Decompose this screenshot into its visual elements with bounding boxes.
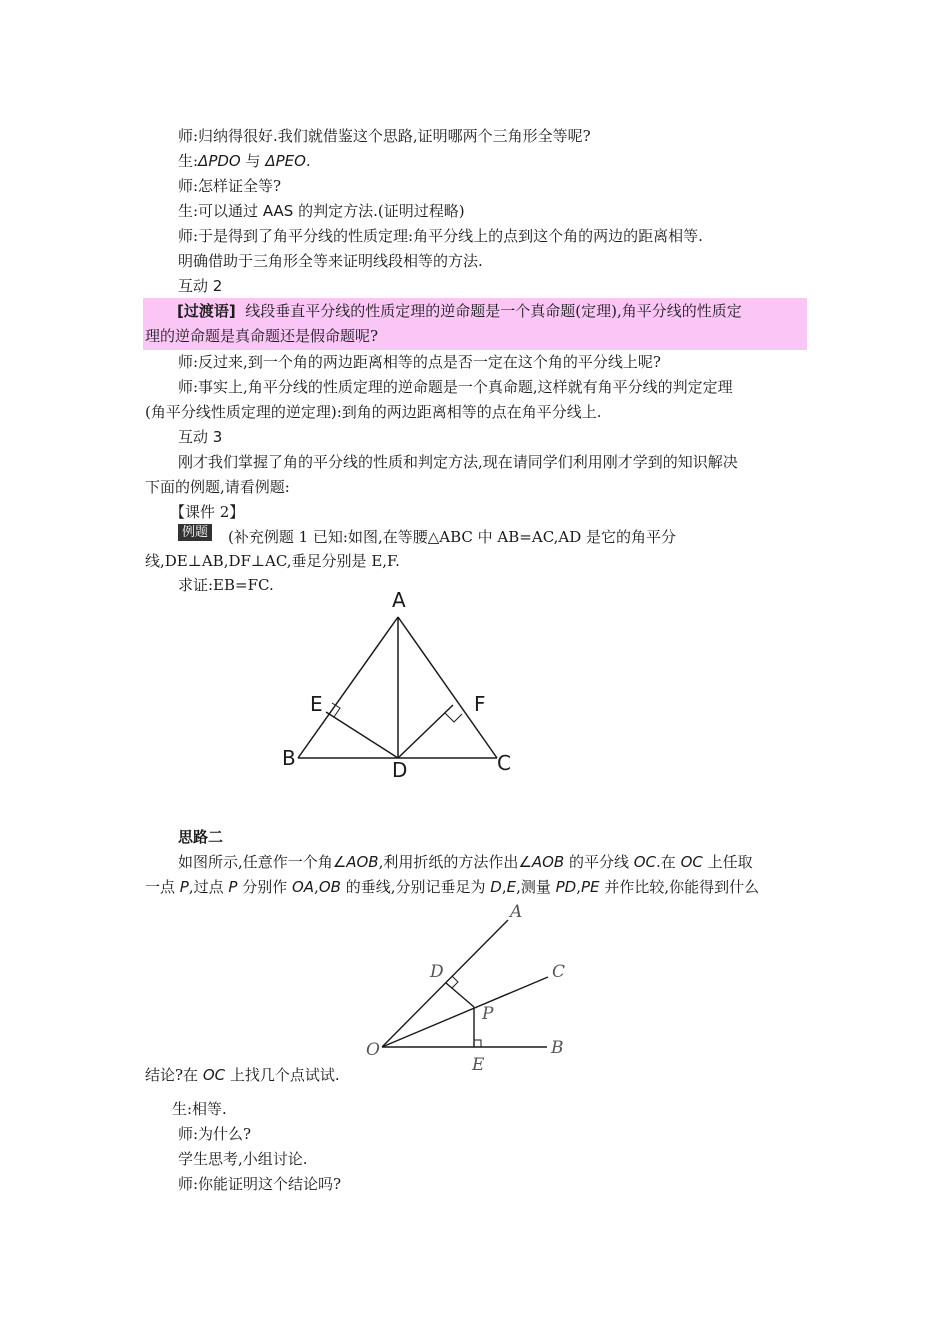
text-span: .在 <box>656 853 681 871</box>
text-span: 分别作 <box>237 878 292 896</box>
transition-box <box>143 298 807 350</box>
math-span: P <box>228 878 238 896</box>
triangle-figure <box>270 585 530 785</box>
math-span: OC <box>633 853 657 871</box>
math-span: AAS <box>262 202 294 220</box>
text-line: 师:归纳得很好.我们就借鉴这个思路,证明哪两个三角形全等呢? <box>178 127 591 145</box>
text-span: 上找几个点试试. <box>225 1066 340 1084</box>
text-span: 如图所示,任意作一个角 <box>178 853 333 871</box>
right-angle-mark-E <box>474 1040 481 1047</box>
transition-line <box>177 301 742 321</box>
math-span: E <box>506 878 517 896</box>
segment-DF <box>398 705 453 758</box>
math-span: P <box>179 878 189 896</box>
text-line: 下面的例题,请看例题: <box>145 478 290 496</box>
math-span: PE <box>581 878 600 896</box>
label-B: B <box>551 1038 564 1058</box>
text-span: 并作比较,你能得到什么 <box>599 878 760 896</box>
text-line <box>178 201 465 221</box>
text-span: ,测量 <box>516 878 556 896</box>
label-E: E <box>310 692 323 716</box>
text-span: 一点 <box>145 878 180 896</box>
text-line: 师:事实上,角平分线的性质定理的逆命题是一个真命题,这样就有角平分线的判定定理 <box>178 378 733 396</box>
text-line: 线,DE⊥AB,DF⊥AC,垂足分别是 E,F. <box>145 552 400 570</box>
right-angle-mark-D <box>452 976 458 988</box>
math-span: ΔPEO <box>265 152 306 170</box>
text-line: 师:于是得到了角平分线的性质定理:角平分线上的点到这个角的两边的距离相等. <box>178 227 703 245</box>
text-span: , <box>501 878 507 896</box>
math-span: ΔPDO <box>198 152 241 170</box>
text-span: ,利用折纸的方法作出 <box>378 853 519 871</box>
segment-AB <box>298 617 398 758</box>
math-span: D <box>490 878 502 896</box>
segment-DE <box>326 712 398 758</box>
label-E: E <box>472 1055 485 1075</box>
math-span: OB <box>318 878 341 896</box>
text-line: 刚才我们掌握了角的平分线的性质和判定方法,现在请同学们利用刚才学到的知识解决 <box>178 453 738 471</box>
text-span: 的垂线,分别记垂足为 <box>340 878 491 896</box>
text-line: 师:为什么? <box>178 1125 252 1143</box>
text-span: 线段垂直平分线的性质定理的逆命题是一个真命题(定理),角平分线的性质定 <box>245 302 742 320</box>
label-C: C <box>497 751 511 775</box>
math-span: PD <box>555 878 577 896</box>
section-heading: 互动 2 <box>178 277 223 295</box>
label-O: O <box>366 1040 380 1060</box>
right-angle-mark-F <box>445 713 462 722</box>
text-span: 的判定方法.(证明过程略) <box>298 202 465 220</box>
text-line: 师:反过来,到一个角的两边距离相等的点是否一定在这个角的平分线上呢? <box>178 353 661 371</box>
ray-OC <box>382 977 548 1047</box>
text-span: ,过点 <box>188 878 229 896</box>
math-span: ∠AOB <box>518 853 565 871</box>
label-A: A <box>510 902 523 922</box>
text-line <box>145 1065 340 1085</box>
transition-line: 理的逆命题是真命题还是假命题呢? <box>145 327 379 345</box>
angle-bisector-figure <box>360 895 580 1080</box>
text-span: 结论?在 <box>145 1066 203 1084</box>
text-line <box>178 852 753 872</box>
label-F: F <box>474 692 486 716</box>
math-span: OA <box>291 878 315 896</box>
section-heading: 互动 3 <box>178 428 223 446</box>
text-line: 师:怎样证全等? <box>178 177 282 195</box>
text-line: 师:你能证明这个结论吗? <box>178 1175 342 1193</box>
text-span: 与 <box>245 152 261 170</box>
text-span: 的平分线 <box>564 853 634 871</box>
text-span: 上任取 <box>702 853 753 871</box>
text-line: 生:相等. <box>172 1100 227 1118</box>
math-span: ∠AOB <box>332 853 379 871</box>
text-span: , <box>576 878 582 896</box>
text-line: 学生思考,小组讨论. <box>178 1150 308 1168</box>
label-P: P <box>482 1004 494 1024</box>
label-C: C <box>552 962 566 982</box>
transition-tag: [过渡语] <box>177 302 236 320</box>
ray-OA <box>382 920 508 1047</box>
text-line <box>178 151 311 171</box>
courseware-label: 【课件 2】 <box>170 503 245 521</box>
label-B: B <box>282 746 296 770</box>
segment-AC <box>398 617 497 758</box>
label-D: D <box>430 962 444 982</box>
text-line: 求证:EB=FC. <box>178 576 274 594</box>
label-A: A <box>392 588 406 612</box>
label-D: D <box>392 758 408 782</box>
text-span: . <box>305 152 311 170</box>
right-angle-mark-E <box>332 703 340 717</box>
text-span: 生: <box>178 152 199 170</box>
text-line: (补充例题 1 已知:如图,在等腰△ABC 中 AB=AC,AD 是它的角平分 <box>228 528 677 546</box>
example-badge: 例题 <box>178 524 212 541</box>
text-span: 生:可以通过 <box>178 202 259 220</box>
text-line <box>145 877 759 897</box>
segment-PD <box>446 983 474 1007</box>
math-span: OC <box>202 1066 226 1084</box>
text-line: 明确借助于三角形全等来证明线段相等的方法. <box>178 252 483 270</box>
math-span: OC <box>680 853 703 871</box>
text-span: , <box>314 878 319 896</box>
text-line: (角平分线性质定理的逆定理):到角的两边距离相等的点在角平分线上. <box>145 403 602 421</box>
section-heading: 思路二 <box>178 828 224 846</box>
